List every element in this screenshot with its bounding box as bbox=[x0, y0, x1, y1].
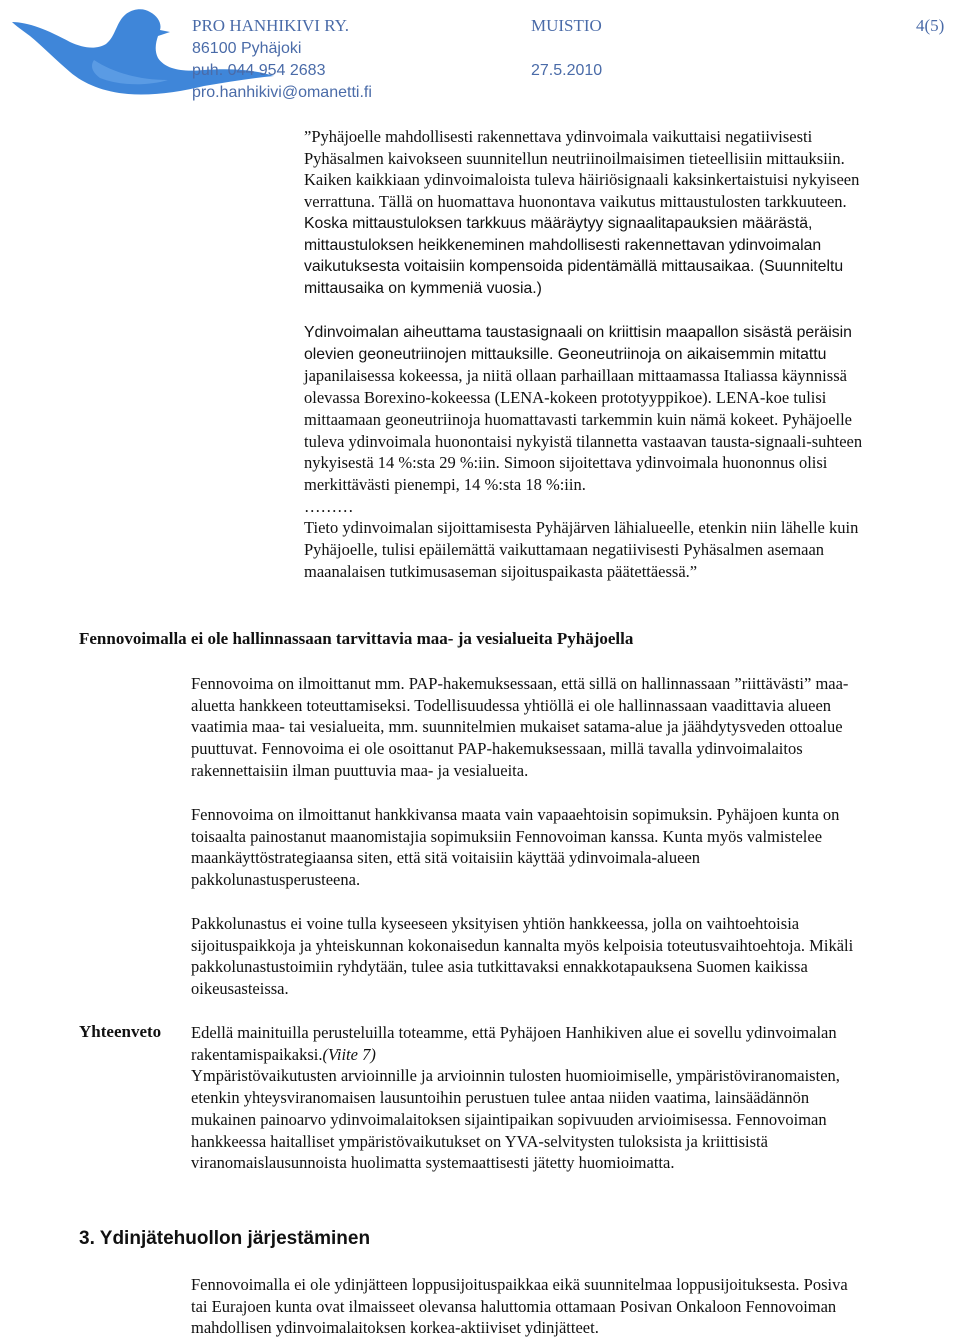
quote-paragraph-1 bbox=[304, 126, 859, 300]
section-heading-land: Fennovoimalla ei ole hallinnassaan tarvittavia maa- ja vesialueita Pyhäjoella bbox=[79, 629, 634, 648]
email-address: pro.hanhikivi@omanetti.fi bbox=[192, 84, 372, 101]
paragraph-line: tai Eurajoen kunta ovat ilmaisseet olevansa haluttomia ottamaan Posivan Onkaloon Fennovoiman bbox=[191, 1296, 837, 1316]
quote-line: merkittävästi pienempi, 14 %:sta 18 %:iin. bbox=[304, 474, 586, 494]
paragraph-line: viranomaislausunnoista huolimatta systemaattisesti jätetty huomioimatta. bbox=[191, 1153, 675, 1173]
paragraph-line: maankäyttöstrategiaansa siten, että sitä voitaisiin käyttää ydinvoimala-alueen bbox=[191, 848, 701, 868]
ellipsis-line: ……… bbox=[304, 496, 354, 516]
section-heading-waste: 3. Ydinjätehuollon järjestäminen bbox=[79, 1228, 371, 1249]
page-number: 4(5) bbox=[916, 16, 945, 35]
paragraph-line: aluetta hankkeen toteuttamiseksi. Todellisuudessa yhtiöllä ei ole hallinnassaan vaadittavia alueen bbox=[191, 695, 832, 715]
paragraph-line: rakennettaisiin ilman puuttuvia maa- ja vesialueita. bbox=[191, 760, 529, 780]
quote-line: tuleva ydinvoimala huonontaisi nykyistä tilannetta vastaavan tausta-signaali-suhteen bbox=[304, 431, 863, 451]
paragraph-line: puuttuvat. Fennovoima ei ole osoittanut PAP-hakemuksessaan, millä tavalla ydinvoimalaitos bbox=[191, 739, 803, 759]
paragraph-line: Fennovoimalla ei ole ydinjätteen loppusijoituspaikkaa eikä suunnitelmaa loppusijoituksesta. Posiva bbox=[191, 1275, 848, 1294]
quote-line: Ydinvoimalan aiheuttama taustasignaali on kriittisin maapallon sisästä peräisin bbox=[304, 324, 852, 341]
summary-label: Yhteenveto bbox=[79, 1022, 162, 1041]
paragraph-line: pakkolunastustoimiin ryhdytään, tulee asia tutkittavaksi ennakkotapauksena Suomen kaikissa bbox=[191, 957, 808, 977]
document-date: 27.5.2010 bbox=[531, 62, 603, 79]
paragraph-line: mukainen painoarvo ydinvoimalaitoksen sijaintipaikan sopivuuden arvioimisessa. Fennovoiman bbox=[191, 1109, 827, 1129]
paragraph-line bbox=[191, 1044, 840, 1066]
land-paragraph-3 bbox=[191, 913, 853, 1000]
summary-conclusion: rakentamispaikaksi. bbox=[191, 1044, 323, 1064]
paragraph-line: hankkeessa haitalliset ympäristövaikutukset on YVA-selvitysten tuloksista ja kriittisistä bbox=[191, 1131, 768, 1151]
land-paragraph-2 bbox=[191, 804, 839, 891]
quote-line: olevien geoneutriinojen mittauksille. Geoneutriinoja on aikaisemmin mitattu bbox=[304, 345, 827, 363]
paragraph-line: sijoituspaikkoja ja yhteiskunnan kokonaisedun kannalta myös kelpoisia toteutusvaihtoehtoja. Mikäli bbox=[191, 935, 854, 955]
quote-line: Koska mittaustuloksen tarkkuus määräytyy signaalitapauksien määrästä, bbox=[304, 214, 813, 232]
quote-line: mittausaika on kymmeniä vuosia.) bbox=[304, 279, 542, 297]
paragraph-line: toisaalta painostanut maanomistajia sopimuksiin Fennovoiman kanssa. Kunta myös valmistelee bbox=[191, 826, 823, 846]
quote-line: nykyisestä 14 %:sta 29 %:iin. Simoon sijoitettava ydinvoimala huononnus olisi bbox=[304, 453, 828, 473]
quote-line: Pyhäsalmen kaivokseen suunnitellun neutriinoilmaisimen tieteellisiin mittauksiin. bbox=[304, 148, 845, 168]
paragraph-line: Edellä mainituilla perusteluilla toteamme, että Pyhäjoen Hanhikiven alue ei sovellu ydinvoimalan bbox=[191, 1023, 837, 1042]
waste-paragraph bbox=[191, 1274, 848, 1339]
quote-line: vaikutuksesta voitaisiin kompensoida pidentämällä mittausaikaa. (Suunniteltu bbox=[304, 258, 844, 276]
paragraph-line: oikeusasteissa. bbox=[191, 979, 289, 999]
quote-line: japanilaisessa kokeessa, ja niitä ollaan parhaillaan mittaamassa Italiassa käynnissä bbox=[304, 366, 847, 386]
quote-line: Pyhäjoelle, tulisi epäilemättä vaikuttamaan negatiivisesti Pyhäsalmen asemaan bbox=[304, 540, 825, 560]
quote-line: Tieto ydinvoimalan sijoittamisesta Pyhäjärven lähialueelle, etenkin niin lähelle kuin bbox=[304, 518, 859, 538]
postal-address: 86100 Pyhäjoki bbox=[192, 40, 302, 57]
paragraph-line: vaatimia maa- tai vesialueita, mm. suunnitelmien mukaiset satama-alue ja jäähdytysveden ottoalue bbox=[191, 717, 843, 737]
phone-number: puh. 044 954 2683 bbox=[192, 62, 326, 79]
paragraph-line: etenkin yhteysviranomaisen lausuntoihin perustuen tulee antaa niiden vaatima, lainsäädännön bbox=[191, 1088, 810, 1108]
paragraph-line: Fennovoima on ilmoittanut mm. PAP-hakemuksessaan, että sillä on hallinnassaan ”riittävästi” maa- bbox=[191, 674, 849, 693]
quote-line: Kaiken kaikkiaan ydinvoimaloista tuleva häiriösignaali kaksinkertaistuisi nykyiseen bbox=[304, 170, 860, 190]
quote-line: olevassa Borexino-kokeessa (LENA-kokeen prototyyppikoe). LENA-koe tulisi bbox=[304, 388, 827, 408]
quote-line: verrattuna. Tällä on huomattava huonontava vaikutus mittaustulosten tarkkuuteen. bbox=[304, 192, 847, 212]
quote-line: maanalaisen tutkimusaseman sijoituspaikasta päätettäessä.” bbox=[304, 561, 698, 581]
paragraph-line: Pakkolunastus ei voine tulla kyseeseen yksityisen yhtiön hankkeessa, jolla on vaihtoehtoisia bbox=[191, 914, 800, 933]
quote-line: ”Pyhäjoelle mahdollisesti rakennettava ydinvoimala vaikuttaisi negatiivisesti bbox=[304, 127, 813, 146]
quote-line: mittaustuloksen heikkeneminen mahdollisesti rakennettavan ydinvoimalan bbox=[304, 236, 822, 254]
quote-paragraph-2 bbox=[304, 322, 862, 582]
paragraph-line: Ympäristövaikutusten arvioinnille ja arvioinnin tulosten huomioimiselle, ympäristöviranomaisten, bbox=[191, 1066, 840, 1086]
reference-note: (Viite 7) bbox=[322, 1044, 376, 1064]
land-paragraph-1 bbox=[191, 673, 848, 782]
quote-line: mittaamaan geoneutriinoja huomattavasti tarkemmin kuin nämä kokeet. Pyhäjoelle bbox=[304, 409, 853, 429]
doc-type: MUISTIO bbox=[531, 16, 602, 35]
paragraph-line: Fennovoima on ilmoittanut hankkivansa maata vain vapaaehtoisin sopimuksin. Pyhäjoen kunta on bbox=[191, 805, 840, 824]
paragraph-line: pakkolunastusperusteena. bbox=[191, 870, 361, 890]
paragraph-line: mahdollisen ydinvoimalaitoksen korkea-aktiiviset ydinjätteet. bbox=[191, 1318, 599, 1338]
summary-paragraph bbox=[191, 1022, 840, 1174]
org-name: PRO HANHIKIVI RY. bbox=[192, 16, 349, 35]
